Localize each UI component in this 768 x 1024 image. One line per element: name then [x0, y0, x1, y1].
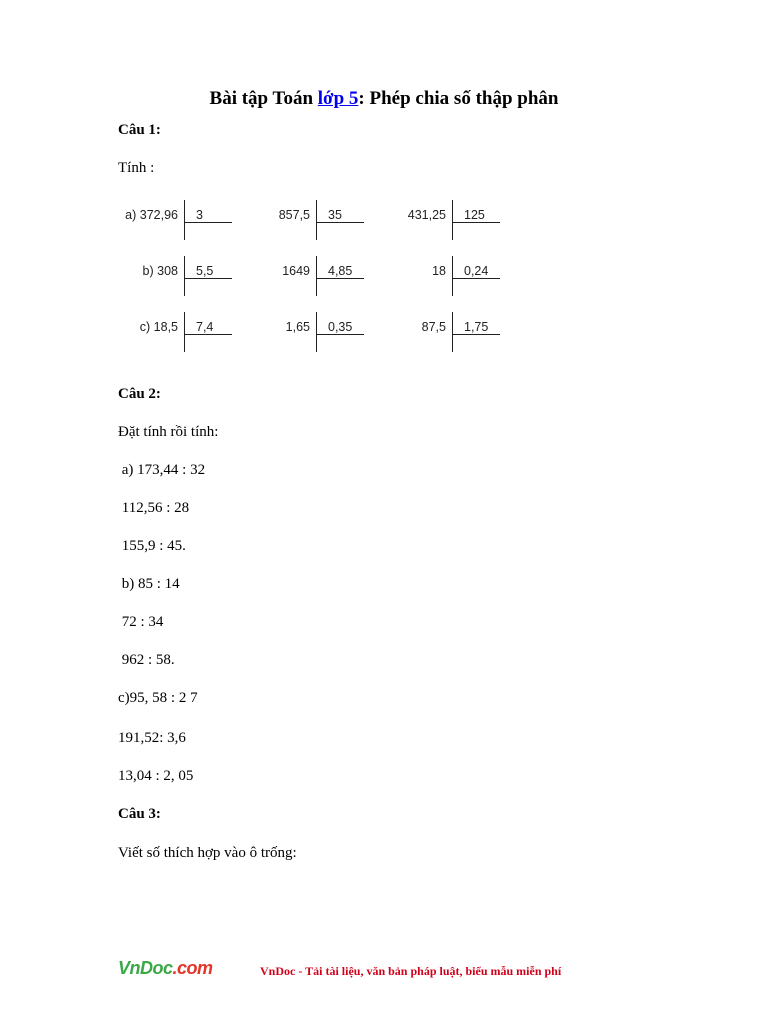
divisor-label: 125 [464, 208, 485, 222]
vndoc-logo[interactable] [118, 958, 213, 979]
division-horizontal-bar [452, 278, 500, 279]
divisor-label: 5,5 [196, 264, 214, 278]
divisor-label: 1,75 [464, 320, 489, 334]
division-vertical-bar [452, 312, 453, 352]
dividend-label: 857,5 [278, 208, 310, 222]
division-vertical-bar [452, 200, 453, 240]
q3-instruction: Viết số thích hợp vào ô trống: [118, 845, 297, 861]
dividend-label: a) 372,96 [125, 208, 178, 222]
division-exercises-figure [118, 196, 510, 362]
page-title [0, 88, 768, 110]
logo-vn: Vn [118, 958, 141, 978]
logo-com: .com [172, 958, 213, 978]
q2-line: 72 : 34 [118, 614, 164, 630]
divisor-label: 7,4 [196, 320, 214, 334]
logo-doc: Doc [140, 958, 173, 978]
division-vertical-bar [316, 200, 317, 240]
q3-heading: Câu 3: [118, 806, 161, 822]
q1-instruction: Tính : [118, 160, 155, 176]
division-vertical-bar [316, 256, 317, 296]
division-horizontal-bar [316, 334, 364, 335]
dividend-label: 1,65 [285, 320, 310, 334]
q2-line: b) 85 : 14 [118, 576, 180, 592]
q2-line: 191,52: 3,6 [118, 730, 186, 746]
q1-heading: Câu 1: [118, 122, 161, 138]
division-vertical-bar [184, 200, 185, 240]
q2-heading: Câu 2: [118, 386, 161, 402]
division-horizontal-bar [184, 222, 232, 223]
division-horizontal-bar [316, 278, 364, 279]
division-vertical-bar [452, 256, 453, 296]
division-horizontal-bar [452, 222, 500, 223]
division-vertical-bar [316, 312, 317, 352]
title-prefix: Bài tập Toán [209, 88, 318, 109]
dividend-label: 431,25 [407, 208, 446, 222]
q2-line: 13,04 : 2, 05 [118, 768, 194, 784]
grade-link[interactable]: lớp 5 [317, 88, 359, 109]
q2-line: 112,56 : 28 [118, 500, 190, 516]
footer-tagline: VnDoc - Tải tài liệu, văn bản pháp luật, biểu mẫu miễn phí [260, 964, 562, 978]
dividend-label: c) 18,5 [139, 320, 178, 334]
title-suffix: : Phép chia số thập phân [358, 88, 559, 109]
q2-line: c)95, 58 : 2 7 [118, 690, 198, 706]
divisor-label: 0,35 [328, 320, 353, 334]
divisor-label: 0,24 [464, 264, 489, 278]
divisor-label: 3 [196, 208, 203, 222]
q2-line: 962 : 58. [118, 652, 175, 668]
q2-line: a) 173,44 : 32 [118, 462, 206, 478]
dividend-label: 1649 [282, 264, 310, 278]
dividend-label: 87,5 [421, 320, 446, 334]
dividend-label: b) 308 [142, 264, 178, 278]
division-horizontal-bar [184, 334, 232, 335]
division-vertical-bar [184, 256, 185, 296]
division-horizontal-bar [452, 334, 500, 335]
division-horizontal-bar [184, 278, 232, 279]
q2-line: 155,9 : 45. [118, 538, 186, 554]
division-horizontal-bar [316, 222, 364, 223]
dividend-label: 18 [432, 264, 446, 278]
divisor-label: 4,85 [328, 264, 353, 278]
divisor-label: 35 [328, 208, 342, 222]
q2-instruction: Đặt tính rồi tính: [118, 424, 219, 440]
division-vertical-bar [184, 312, 185, 352]
